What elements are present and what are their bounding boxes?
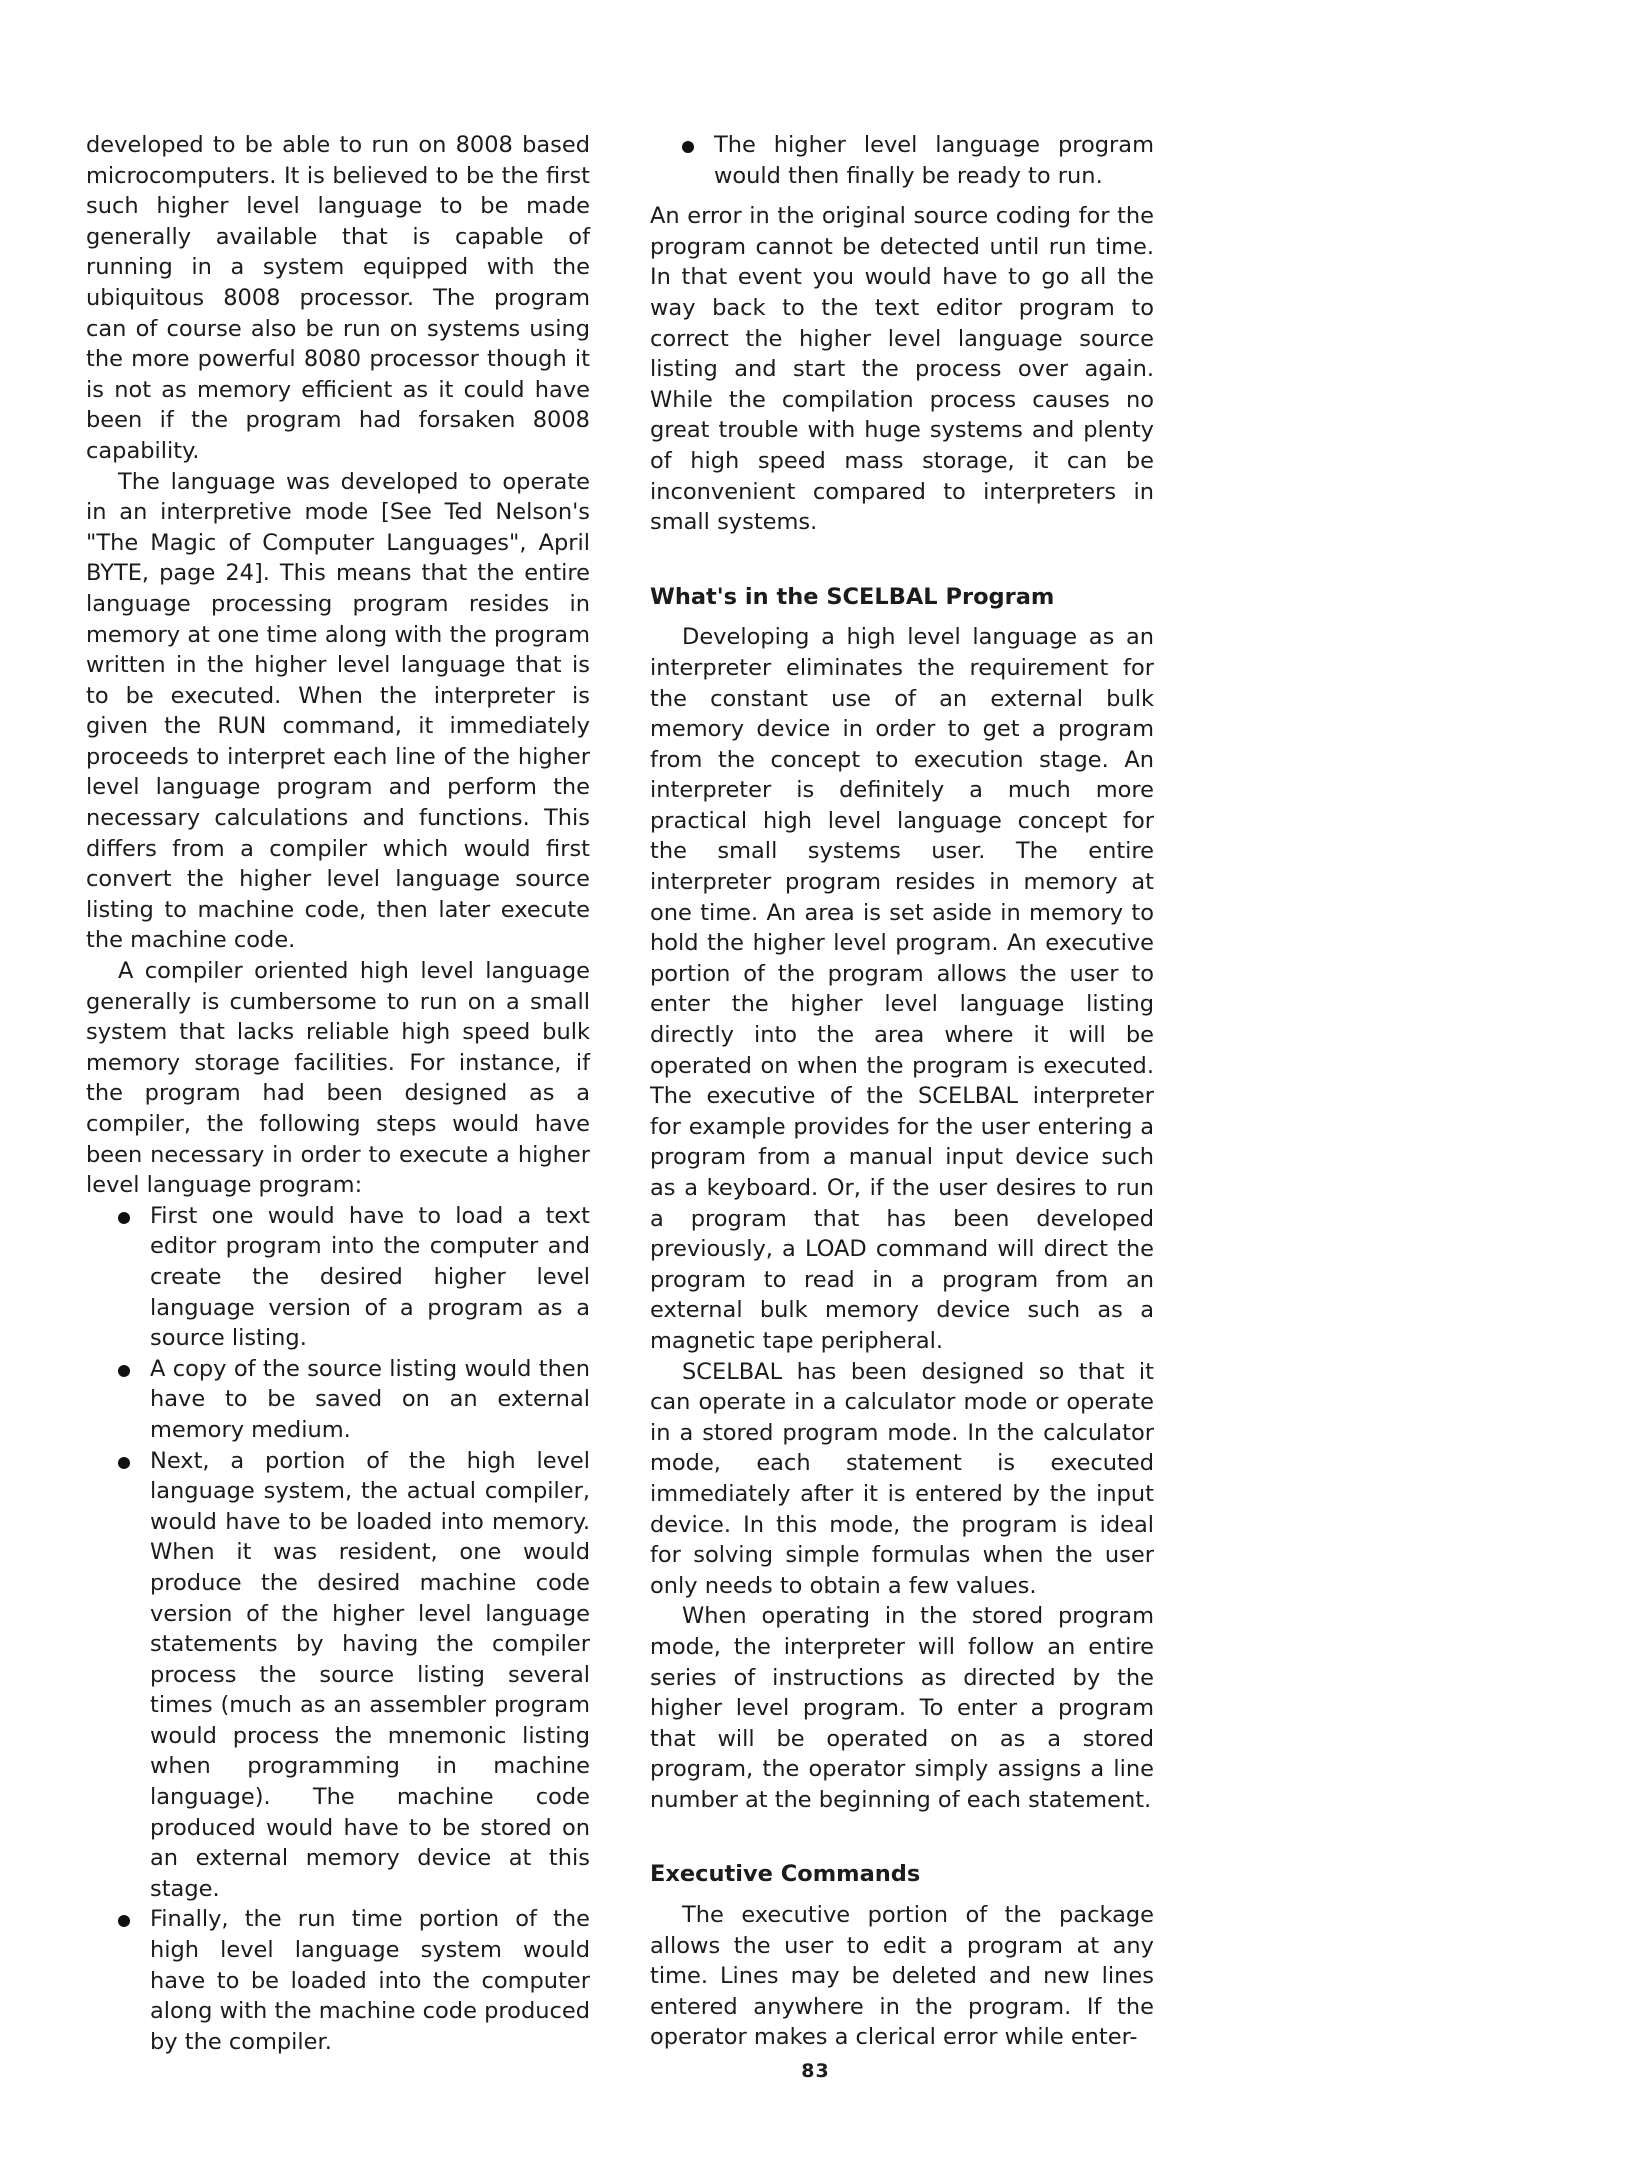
- list-item: [86, 1354, 590, 1446]
- right-paragraph-1: An error in the original source coding for the program cannot be detected until run time. In that event you would have to go all the way back to the text editor program to correct the higher level language source listing and start the process over again. While the compilation process causes no great trouble with huge systems and plenty of high speed mass storage, it can be inconvenient compared to interpreters in small systems.: [650, 203, 1154, 536]
- left-paragraph-1: developed to be able to run on 8008 based microcomputers. It is believed to be the first such higher level language to be made generally available that is capable of running in a system equipped with the ubiquitous 8008 processor. The program can of course also be run on systems using the more powerful 8080 processor though it is not as memory efficient as it could have been if the program had forsaken 8008 capability.: [86, 132, 590, 464]
- bullet-icon: [682, 141, 694, 153]
- bullet-icon: [118, 1365, 130, 1377]
- list-item-text: Next, a portion of the high level language system, the actual compiler, would have to be loaded into memory. When it was resident, one would produce the desired machine code version of the higher level language statements by having the compiler process the source listing several times (much as an assembler program would process the mnemonic listing when programming in machine language). The machine code produced would have to be stored on an external memory device at this stage.: [150, 1447, 590, 1902]
- bullet-icon: [118, 1212, 130, 1224]
- right-paragraph-3: SCELBAL has been designed so that it can operate in a calculator mode or operate in a stored program mode. In the calculator mode, each statement is executed immediately after it is entered by the input device. In this mode, the program is ideal for solving simple formulas when the user only needs to obtain a few values.: [650, 1358, 1154, 1599]
- right-paragraph-2: Developing a high level language as an interpreter eliminates the requirement for the constant use of an external bulk memory device in order to get a program from the concept to execution stage. An interpreter is definitely a much more practical high level language concept for the small systems user. The entire interpreter program resides in memory at one time. An area is set aside in memory to hold the higher level program. An executive portion of the program allows the user to enter the higher level language listing directly into the area where it will be operated on when the program is executed. The executive of the SCELBAL interpreter for example provides for the user entering a program from a manual input device such as a keyboard. Or, if the user desires to run a program that has been developed previously, a LOAD command will direct the program to read in a program from an external bulk memory device such as a magnetic tape peripheral.: [650, 624, 1154, 1354]
- list-item: [86, 1904, 590, 2057]
- left-paragraph-3: A compiler oriented high level language generally is cumbersome to run on a small system that lacks reliable high speed bulk memory storage facilities. For instance, if the program had been designed as a compiler, the following steps would have been necessary in order to execute a higher level language program:: [86, 958, 590, 1199]
- list-item-text: A copy of the source listing would then have to be saved on an external memory medium.: [150, 1355, 590, 1443]
- right-paragraph-5: The executive portion of the package allows the user to edit a program at any time. Lines may be deleted and new lines entered anywhere in the program. If the operator makes a clerical error while enter-: [650, 1902, 1154, 2051]
- section-heading-executive-commands: Executive Commands: [650, 1861, 921, 1888]
- section-heading-scelbal-program: What's in the SCELBAL Program: [650, 583, 1055, 610]
- continued-steps-list: [650, 130, 1154, 191]
- list-item: [86, 1446, 590, 1905]
- list-item: [650, 130, 1154, 191]
- left-column: [86, 130, 590, 2057]
- right-paragraph-4: When operating in the stored program mode, the interpreter will follow an entire series of instructions as directed by the higher level program. To enter a program that will be operated on as a stored program, the operator simply assigns a line number at the beginning of each statement.: [650, 1603, 1154, 1813]
- page-number: 83: [801, 2060, 830, 2082]
- list-item: [86, 1201, 590, 1354]
- right-column: [650, 130, 1154, 2053]
- list-item-text: The higher level language program would then finally be ready to run.: [714, 132, 1154, 189]
- compiler-steps-list: [86, 1201, 590, 2058]
- list-item-text: First one would have to load a text editor program into the computer and create the desired higher level language version of a program as a source listing.: [150, 1202, 590, 1352]
- bullet-icon: [118, 1915, 130, 1927]
- left-paragraph-2: The language was developed to operate in an interpretive mode [See Ted Nelson's "The Magic of Computer Languages", April BYTE, page 24]. This means that the entire language processing program resides in memory at one time along with the program written in the higher level language that is to be executed. When the interpreter is given the RUN command, it immediately proceeds to interpret each line of the higher level language program and perform the necessary calculations and functions. This differs from a compiler which would first convert the higher level language source listing to machine code, then later execute the machine code.: [86, 468, 590, 954]
- list-item-text: Finally, the run time portion of the high level language system would have to be loaded into the computer along with the machine code produced by the compiler.: [150, 1906, 590, 2055]
- bullet-icon: [118, 1457, 130, 1469]
